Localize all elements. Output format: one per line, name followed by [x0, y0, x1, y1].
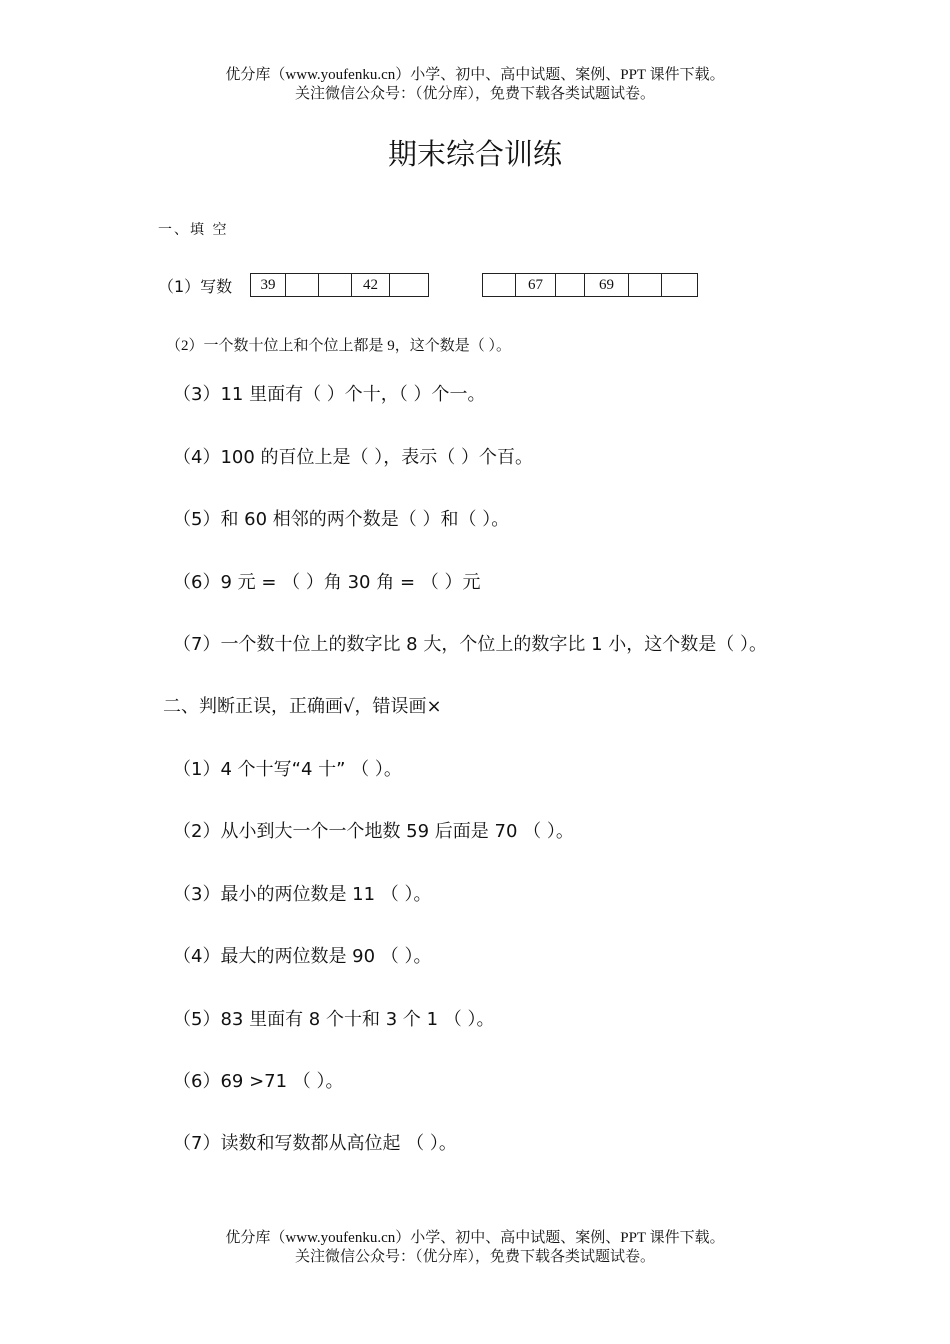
number-box — [319, 274, 352, 296]
footer-line-1: 优分库（www.youfenku.cn）小学、初中、高中试题、案例、PPT 课件下载。 — [225, 1230, 725, 1246]
fill-question-6: （6）9 元 = （ ）角 30 角 = （ ）元 — [173, 572, 481, 593]
judge-question-2: （2）从小到大一个一个地数 59 后面是 70 （ ）。 — [173, 821, 574, 842]
number-box — [483, 274, 516, 296]
number-box — [390, 274, 428, 296]
judge-question-5: （5）83 里面有 8 个十和 3 个 1 （ ）。 — [173, 1009, 495, 1030]
number-box — [662, 274, 697, 296]
page-title: 期末综合训练 — [387, 137, 562, 171]
number-box: 69 — [585, 274, 629, 296]
judge-question-3: （3）最小的两位数是 11 （ ）。 — [173, 884, 432, 905]
judge-question-7: （7）读数和写数都从高位起 （ ）。 — [173, 1133, 457, 1154]
judge-question-6: （6）69 >71 （ ）。 — [173, 1071, 344, 1092]
number-boxes-a — [250, 273, 429, 297]
footer-line-2: 关注微信公众号：（优分库），免费下载各类试题试卷。 — [294, 1249, 655, 1265]
fill-question-7: （7）一个数十位上的数字比 8 大，个位上的数字比 1 小，这个数是（ ）。 — [173, 634, 767, 655]
number-box — [629, 274, 662, 296]
question-1-label: （1）写数 — [158, 277, 233, 296]
number-box — [556, 274, 585, 296]
fill-question-4: （4）100 的百位上是（ ），表示（ ）个百。 — [173, 447, 533, 468]
fill-question-3: （3）11 里面有（ ）个十，（ ）个一。 — [173, 384, 486, 405]
judge-question-4: （4）最大的两位数是 90 （ ）。 — [173, 946, 432, 967]
header-line-1: 优分库（www.youfenku.cn）小学、初中、高中试题、案例、PPT 课件下载。 — [225, 67, 725, 83]
number-box: 39 — [251, 274, 286, 296]
header-line-2: 关注微信公众号：（优分库），免费下载各类试题试卷。 — [294, 86, 655, 102]
number-box: 42 — [352, 274, 390, 296]
section-1-heading: 一、填 空 — [158, 222, 229, 238]
question-2: （2）一个数十位上和个位上都是 9，这个数是（ ）。 — [166, 338, 512, 354]
number-boxes-b — [482, 273, 698, 297]
page-header — [0, 66, 950, 104]
page-footer — [0, 1229, 950, 1267]
number-box — [286, 274, 319, 296]
section-2-heading: 二、判断正误，正确画√，错误画× — [163, 696, 442, 717]
judge-question-1: （1）4 个十写“4 十” （ ）。 — [173, 759, 402, 780]
fill-question-5: （5）和 60 相邻的两个数是（ ）和（ ）。 — [173, 509, 510, 530]
number-box: 67 — [516, 274, 556, 296]
